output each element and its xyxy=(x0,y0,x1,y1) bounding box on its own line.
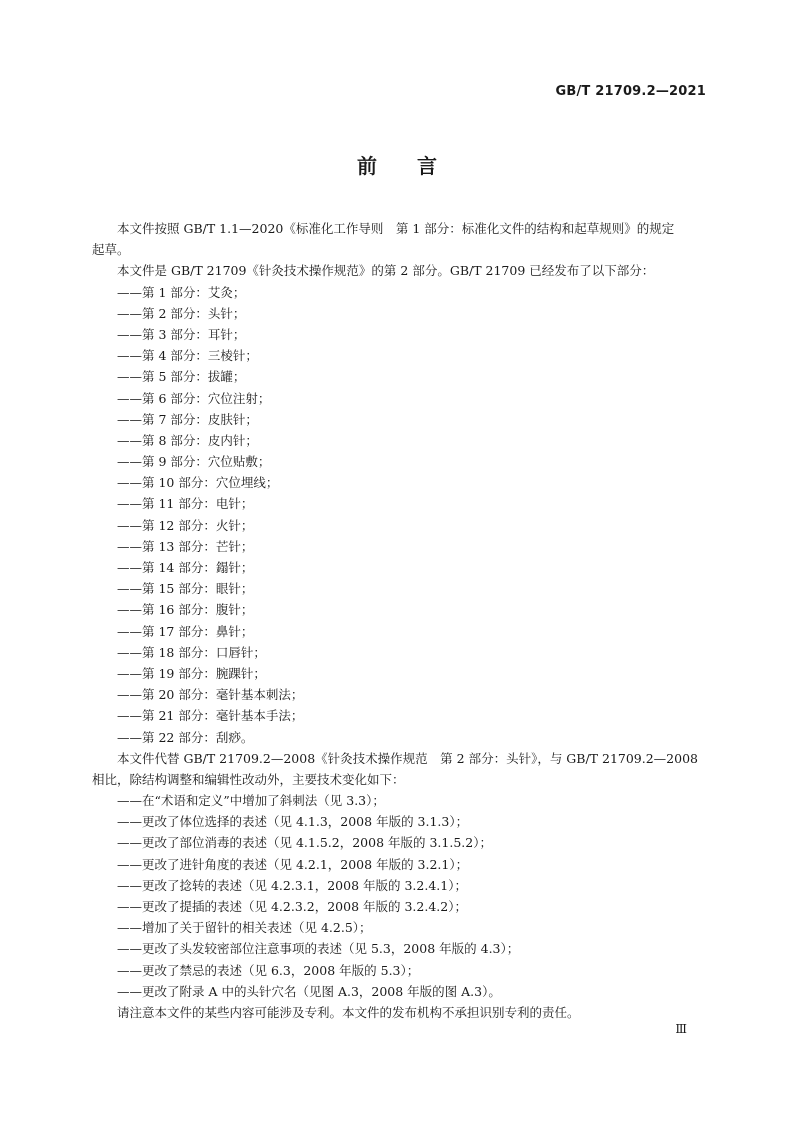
list-item: ——第 6 部分：穴位注射； xyxy=(117,390,271,406)
list-item: ——更改了捻转的表述（见 4.2.3.1，2008 年版的 3.2.4.1）； xyxy=(117,877,467,893)
list-item: ——第 16 部分：腹针； xyxy=(117,602,254,618)
list-item: ——第 9 部分：穴位贴敷； xyxy=(117,454,271,470)
replaces-line-1: 本文件代替 GB/T 21709.2—2008《针灸技术操作规范 第 2 部分：头针》，与 GB/T 21709.2—2008 xyxy=(117,750,698,766)
list-item: ——第 11 部分：电针； xyxy=(117,496,254,512)
changes-list xyxy=(117,790,707,1002)
list-item: ——第 13 部分：芒针； xyxy=(117,538,254,554)
list-item: ——第 10 部分：穴位埋线； xyxy=(117,475,279,491)
page-title: 前 言 xyxy=(357,154,437,178)
list-item: ——更改了体位选择的表述（见 4.1.3，2008 年版的 3.1.3）； xyxy=(117,814,469,830)
list-item: ——在“术语和定义”中增加了斜刺法（见 3.3）； xyxy=(117,793,385,809)
foreword-body xyxy=(92,218,707,1023)
page-number: Ⅲ xyxy=(675,1022,687,1036)
replaces-line-2: 相比，除结构调整和编辑性改动外，主要技术变化如下： xyxy=(92,771,405,787)
list-item: ——更改了禁忌的表述（见 6.3，2008 年版的 5.3）； xyxy=(117,962,420,978)
list-item: ——第 8 部分：皮内针； xyxy=(117,432,258,448)
list-item: ——第 18 部分：口唇针； xyxy=(117,644,266,660)
standard-code: GB/T 21709.2—2021 xyxy=(555,84,706,99)
list-item: ——第 2 部分：头针； xyxy=(117,305,246,321)
list-item: ——增加了关于留针的相关表述（见 4.2.5）； xyxy=(117,920,372,936)
intro-line-3: 本文件是 GB/T 21709《针灸技术操作规范》的第 2 部分。GB/T 21709 已经发布了以下部分： xyxy=(117,263,655,279)
parts-list xyxy=(117,282,707,748)
list-item: ——第 5 部分：拔罐； xyxy=(117,369,246,385)
list-item: ——更改了头发较密部位注意事项的表述（见 5.3，2008 年版的 4.3）； xyxy=(117,941,520,957)
list-item: ——第 19 部分：腕踝针； xyxy=(117,665,266,681)
list-item: ——第 17 部分：鼻针； xyxy=(117,623,254,639)
list-item: ——第 12 部分：火针； xyxy=(117,517,254,533)
list-item: ——第 20 部分：毫针基本刺法； xyxy=(117,687,304,703)
list-item: ——第 14 部分：鎉针； xyxy=(117,560,254,575)
list-item: ——更改了部位消毒的表述（见 4.1.5.2，2008 年版的 3.1.5.2）； xyxy=(117,835,492,851)
list-item: ——第 1 部分：艾灸； xyxy=(117,284,246,300)
list-item: ——第 4 部分：三棱针； xyxy=(117,348,258,364)
patent-notice: 请注意本文件的某些内容可能涉及专利。本文件的发布机构不承担识别专利的责任。 xyxy=(117,1004,580,1020)
list-item: ——第 3 部分：耳针； xyxy=(117,326,246,342)
list-item: ——第 15 部分：眼针； xyxy=(117,581,254,597)
intro-line-1: 本文件按照 GB/T 1.1—2020《标准化工作导则 第 1 部分：标准化文件的结构和起草规则》的规定 xyxy=(117,221,675,236)
list-item: ——更改了提插的表述（见 4.2.3.2，2008 年版的 3.2.4.2）； xyxy=(117,899,467,914)
list-item: ——更改了进针角度的表述（见 4.2.1，2008 年版的 3.2.1）； xyxy=(117,856,469,872)
list-item: ——第 21 部分：毫针基本手法； xyxy=(117,708,304,724)
list-item: ——更改了附录 A 中的头针穴名（见图 A.3，2008 年版的图 A.3）。 xyxy=(117,983,501,999)
intro-line-2: 起草。 xyxy=(92,242,130,258)
list-item: ——第 7 部分：皮肤针； xyxy=(117,411,258,427)
list-item: ——第 22 部分：刮痧。 xyxy=(117,729,254,745)
